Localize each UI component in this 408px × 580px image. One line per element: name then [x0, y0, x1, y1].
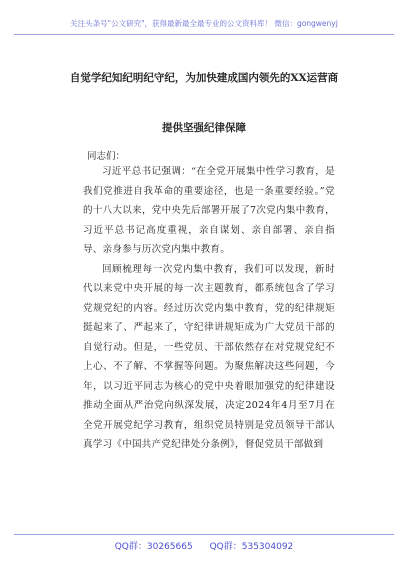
- paragraph-1: 习近平总书记强调：“在全党开展集中性学习教育，是我们党推进自我革命的重要途径，也是一条重要经验。”党的十八大以来，党中央先后部署开展了7次党内集中教育，习近平总书记高度重视，亲自谋划、亲自部署、亲自指导、亲身参与历次党内集中教育。: [83, 166, 335, 255]
- footer-qq-group-2: QQ群：535304092: [209, 542, 294, 552]
- footer: [0, 539, 408, 552]
- footer-qq-group-1: QQ群：30265665: [114, 542, 193, 552]
- salutation: 同志们：: [87, 151, 126, 162]
- header-divider: [14, 34, 394, 35]
- paragraph-2: 回顾梳理每一次党内集中教育，我们可以发现，新时代以来党中央开展的每一次主题教育，都系统包含了学习党规党纪的内容。经过历次党内集中教育，党的纪律规矩挺起来了、严起来了，守纪律讲规矩成为广大党员干部的自觉行动。但是，一些党员、干部依然存在对党规党纪不上心、不了解、不掌握等问题。为聚焦解决这些问题，今年，以习近平同志为核心的党中央着眼加强党的纪律建设推动全面从严治党向纵深发展，决定2024年4月至7月在全党开展党纪学习教育，组织党员特别是党员领导干部认真学习《中国共产党纪律处分条例》，督促党员干部做到: [83, 263, 335, 450]
- footer-divider: [14, 534, 394, 535]
- header-banner: 关注头条号"公文研究"，获得最新最全最专业的公文资料库！ 微信：gongwenyj: [70, 19, 338, 28]
- document-body: [83, 162, 335, 455]
- document-title-line1: 自觉学纪知纪明纪守纪，为加快建成国内领先的XX运营商: [69, 72, 339, 84]
- document-title-line2: 提供坚强纪律保障: [162, 122, 246, 134]
